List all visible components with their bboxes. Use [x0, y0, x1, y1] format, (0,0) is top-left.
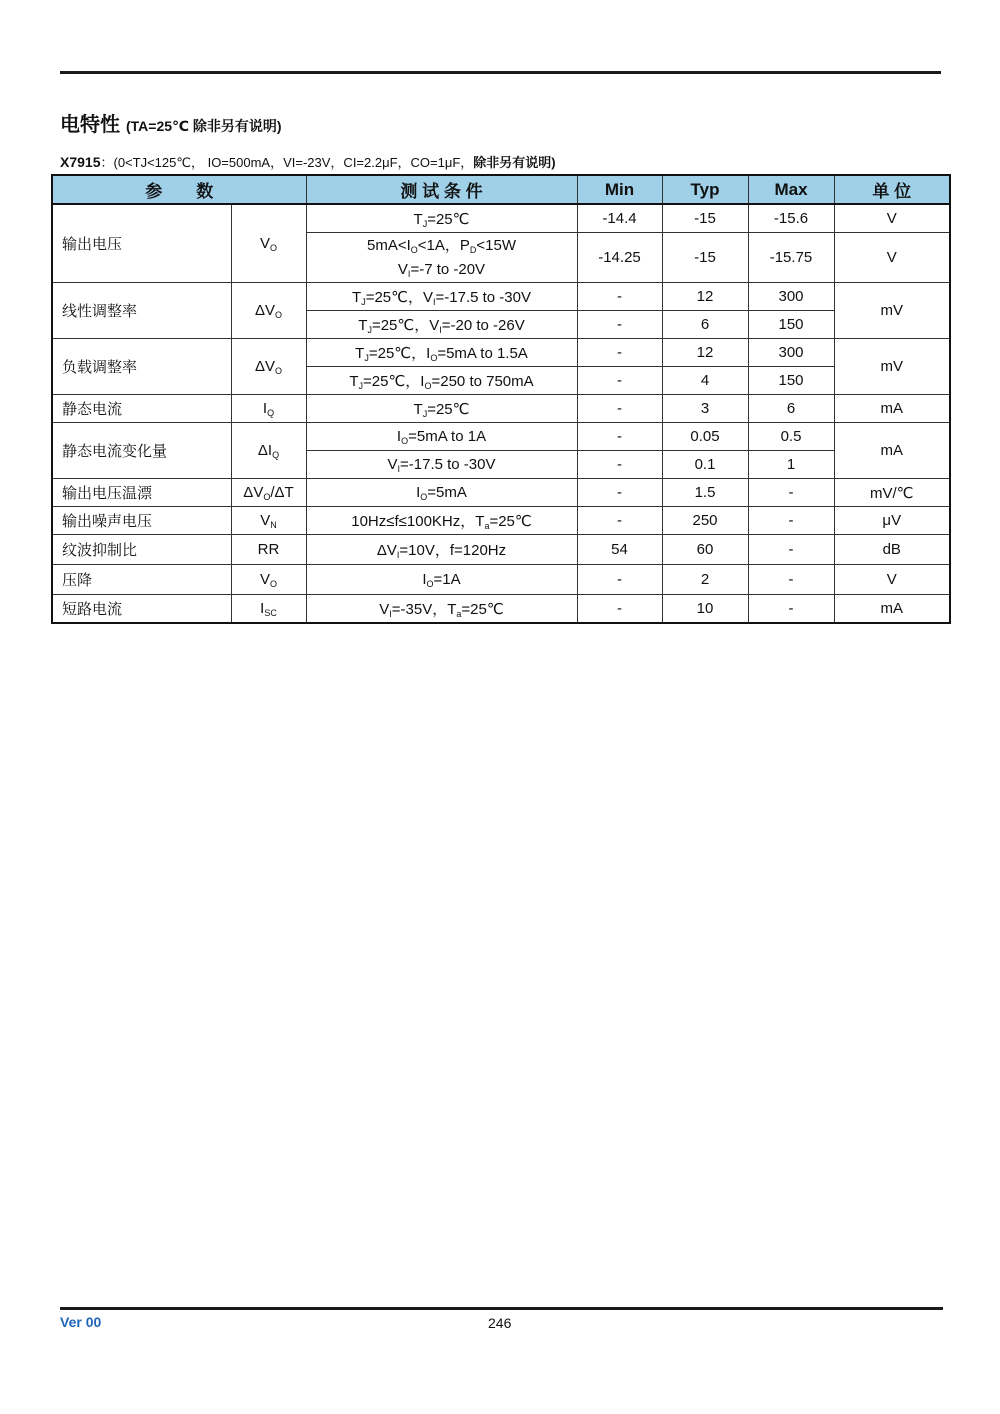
param-name: 压降 [52, 565, 231, 595]
table-row [52, 283, 950, 311]
table-row [52, 565, 950, 595]
typ-value: 0.05 [662, 423, 748, 451]
max-value: 150 [748, 311, 834, 339]
top-rule [60, 71, 941, 74]
header-min: Min [577, 175, 662, 204]
typ-value: 3 [662, 395, 748, 423]
typ-value: 60 [662, 535, 748, 565]
param-name: 纹波抑制比 [52, 535, 231, 565]
max-value: 150 [748, 367, 834, 395]
test-condition: $T_J=25℃$ [306, 204, 577, 233]
version-label: Ver 00 [60, 1314, 102, 1330]
typ-value: 6 [662, 311, 748, 339]
table-row [52, 339, 950, 367]
header-typ: Typ [662, 175, 748, 204]
param-symbol: $\Delta V_O$ [231, 283, 306, 339]
electrical-characteristics-table [51, 174, 951, 624]
table-row [52, 423, 950, 451]
section-condition: (TA=25℃ 除非另有说明) [126, 118, 282, 134]
typ-value: 1.5 [662, 479, 748, 507]
param-name: 静态电流 [52, 395, 231, 423]
min-value: - [577, 595, 662, 624]
table-row [52, 507, 950, 535]
max-value: - [748, 565, 834, 595]
unit-value: mA [834, 595, 950, 624]
param-symbol: $V_O$ [231, 565, 306, 595]
typ-value: 2 [662, 565, 748, 595]
param-symbol: $V_N$ [231, 507, 306, 535]
header-test: 测 试 条 件 [306, 175, 577, 204]
test-condition: $5mA<I_O<1A$，$P_D<15W$ $V_I=-7$ to -20V [306, 233, 577, 283]
unit-value: μV [834, 507, 950, 535]
header-row [52, 175, 950, 204]
max-value: - [748, 479, 834, 507]
unit-value: mV [834, 339, 950, 395]
typ-value: -15 [662, 233, 748, 283]
max-value: -15.6 [748, 204, 834, 233]
table-row [52, 479, 950, 507]
min-value: -14.25 [577, 233, 662, 283]
min-value: - [577, 283, 662, 311]
test-condition: $T_J=25℃$，$V_I=-17.5$ to -30V [306, 283, 577, 311]
unit-value: mV [834, 283, 950, 339]
param-name: 短路电流 [52, 595, 231, 624]
table-row [52, 395, 950, 423]
table-row [52, 535, 950, 565]
device-conditions-tail: 除非另有说明) [473, 155, 556, 170]
test-condition: $I_O=5mA$ to 1A [306, 423, 577, 451]
max-value: - [748, 595, 834, 624]
typ-value: 10 [662, 595, 748, 624]
unit-value: mA [834, 395, 950, 423]
header-max: Max [748, 175, 834, 204]
param-name: 线性调整率 [52, 283, 231, 339]
test-condition: $\Delta V_I=10V$，f=120Hz [306, 535, 577, 565]
param-symbol: $V_O$ [231, 204, 306, 283]
typ-value: 12 [662, 283, 748, 311]
typ-value: -15 [662, 204, 748, 233]
max-value: 6 [748, 395, 834, 423]
section-title [60, 108, 282, 137]
table-row [52, 595, 950, 624]
device-name: X7915 [60, 154, 101, 170]
param-symbol: $\Delta V_O/\Delta T$ [231, 479, 306, 507]
header-unit: 单 位 [834, 175, 950, 204]
test-condition: $I_O=5mA$ [306, 479, 577, 507]
param-name: 输出电压温漂 [52, 479, 231, 507]
page-number: 246 [488, 1315, 512, 1331]
min-value: -14.4 [577, 204, 662, 233]
min-value: - [577, 311, 662, 339]
max-value: -15.75 [748, 233, 834, 283]
max-value: 300 [748, 283, 834, 311]
param-name: 输出噪声电压 [52, 507, 231, 535]
test-condition: 10Hz≤f≤100KHz，$T_a=25℃$ [306, 507, 577, 535]
section-title-text: 电特性 [60, 114, 120, 136]
min-value: - [577, 507, 662, 535]
param-name: 静态电流变化量 [52, 423, 231, 479]
device-conditions-line: X7915：(0<TJ<125℃， IO=500mA，VI=-23V，CI=2.2μF，CO=1μF，除非另有说明) [60, 154, 556, 170]
param-name: 输出电压 [52, 204, 231, 283]
min-value: - [577, 451, 662, 479]
min-value: - [577, 367, 662, 395]
max-value: - [748, 507, 834, 535]
unit-value: mV/℃ [834, 479, 950, 507]
param-symbol: $\Delta V_O$ [231, 339, 306, 395]
typ-value: 4 [662, 367, 748, 395]
max-value: 300 [748, 339, 834, 367]
test-condition: $T_J=25℃$，$I_O=5mA$ to 1.5A [306, 339, 577, 367]
param-symbol: $\Delta I_Q$ [231, 423, 306, 479]
test-condition: $T_J=25℃$，$V_I=-20$ to -26V [306, 311, 577, 339]
unit-value: V [834, 233, 950, 283]
device-conditions: (0<TJ<125℃， IO=500mA，VI=-23V，CI=2.2μF，CO=1μF， [113, 155, 474, 170]
min-value: - [577, 423, 662, 451]
unit-value: V [834, 565, 950, 595]
test-condition: $V_I=-35V$，$T_a=25℃$ [306, 595, 577, 624]
typ-value: 250 [662, 507, 748, 535]
unit-value: V [834, 204, 950, 233]
min-value: 54 [577, 535, 662, 565]
param-symbol: RR [231, 535, 306, 565]
min-value: - [577, 339, 662, 367]
bottom-rule [60, 1307, 943, 1310]
max-value: 0.5 [748, 423, 834, 451]
param-name: 负载调整率 [52, 339, 231, 395]
test-condition: $I_O=1A$ [306, 565, 577, 595]
min-value: - [577, 479, 662, 507]
test-condition: $V_I=-17.5$ to -30V [306, 451, 577, 479]
param-symbol: $I_Q$ [231, 395, 306, 423]
max-value: - [748, 535, 834, 565]
min-value: - [577, 395, 662, 423]
typ-value: 0.1 [662, 451, 748, 479]
param-symbol: $I_{SC}$ [231, 595, 306, 624]
unit-value: dB [834, 535, 950, 565]
max-value: 1 [748, 451, 834, 479]
test-condition: $T_J=25℃$，$I_O=250$ to 750mA [306, 367, 577, 395]
header-param: 参 数 [52, 175, 306, 204]
unit-value: mA [834, 423, 950, 479]
typ-value: 12 [662, 339, 748, 367]
table-row [52, 204, 950, 233]
test-condition: $T_J=25℃$ [306, 395, 577, 423]
min-value: - [577, 565, 662, 595]
